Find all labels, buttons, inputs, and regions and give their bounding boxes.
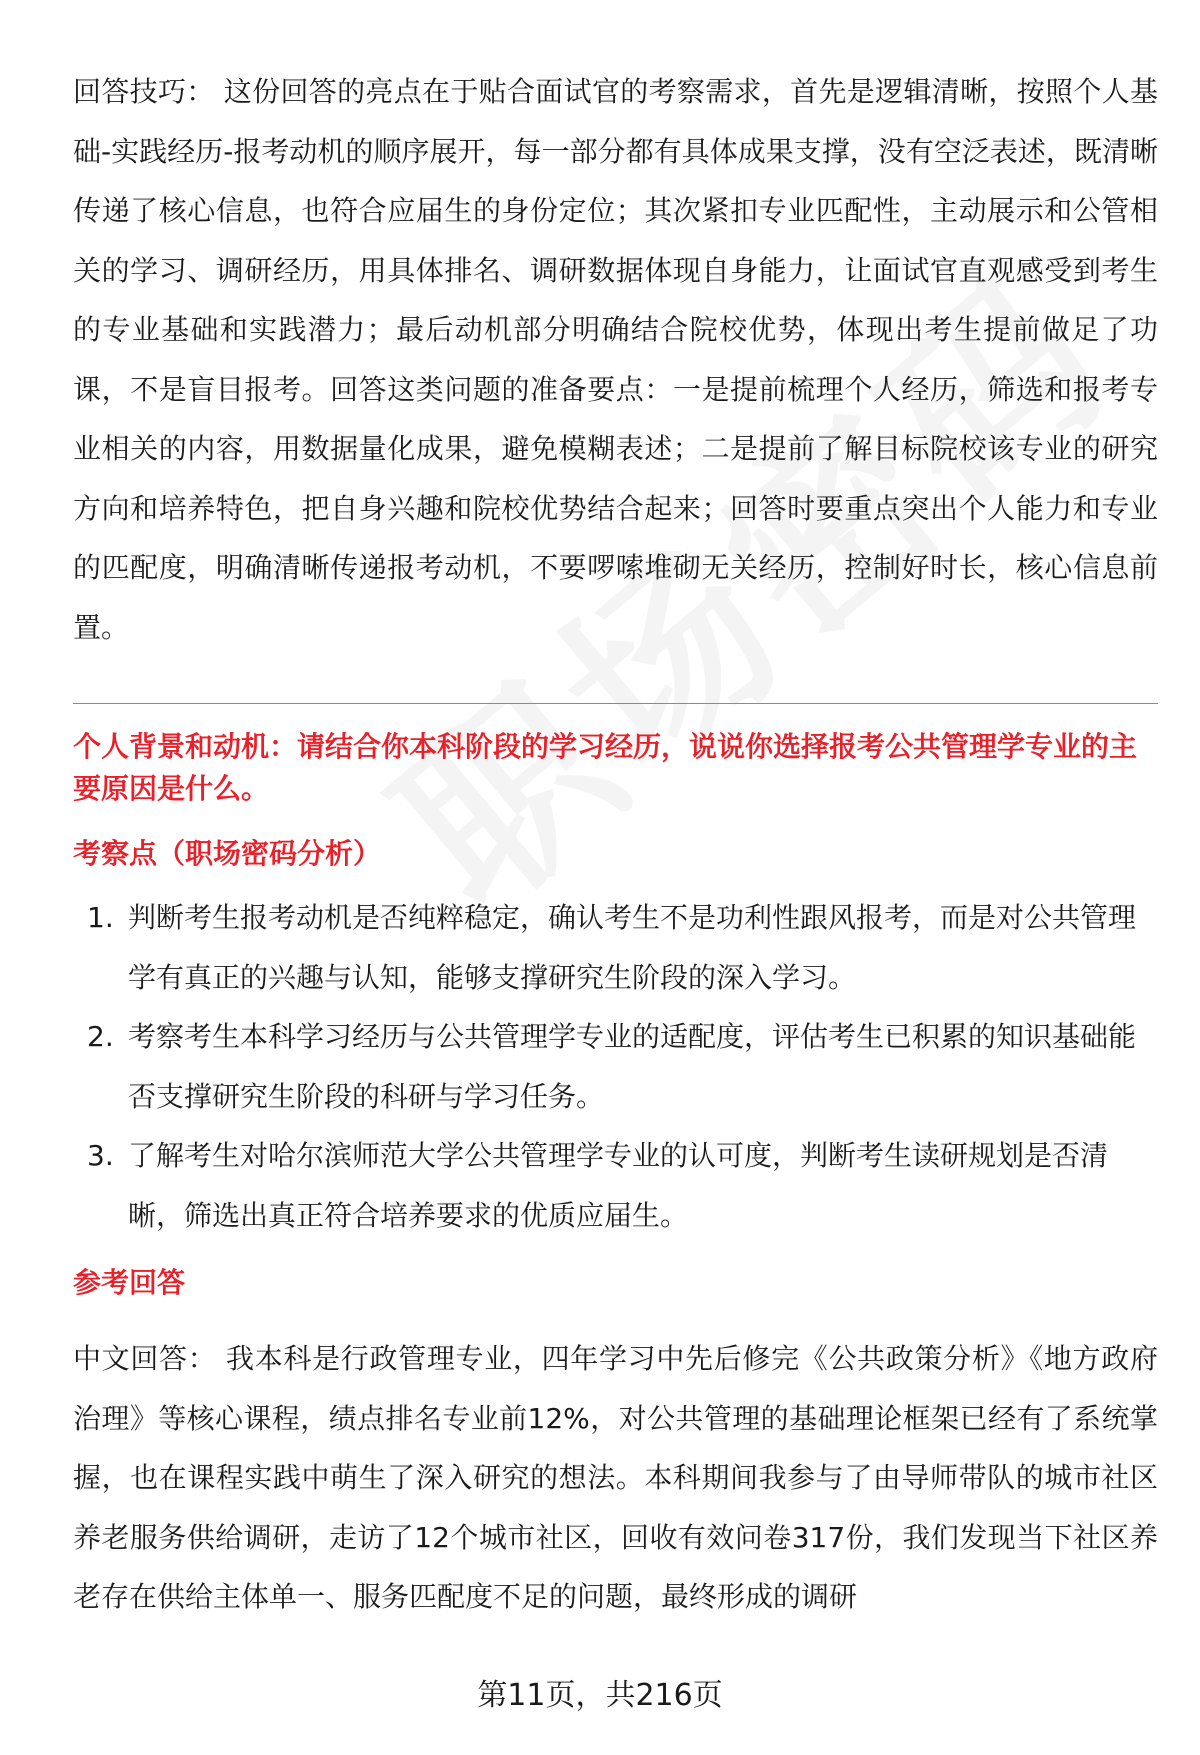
exam-point-number: 1. [87,901,114,934]
exam-point-number: 3. [87,1139,114,1172]
exam-points-list [73,888,1158,1245]
answer-tips-text: 这份回答的亮点在于贴合面试官的考察需求，首先是逻辑清晰，按照个人基础-实践经历-报考动机的顺序展开，每一部分都有具体成果支撑，没有空泛表述，既清晰传递了核心信息，也符合应届生的身份定位；其次紧扣专业匹配性，主动展示和公管相关的学习、调研经历，用具体排名、调研数据体现自身能力，让面试官直观感受到考生的专业基础和实践潜力；最后动机部分明确结合院校优势，体现出考生提前做足了功课，不是盲目报考。回答这类问题的准备要点：一是提前梳理个人经历，筛选和报考专业相关的内容，用数据量化成果，避免模糊表述；二是提前了解目标院校该专业的研究方向和培养特色，把自身兴趣和院校优势结合起来；回答时要重点突出个人能力和专业的匹配度，明确清晰传递报考动机，不要啰嗦堆砌无关经历，控制好时长，核心信息前置。 [73,75,1158,644]
exam-point-text: 判断考生报考动机是否纯粹稳定，确认考生不是功利性跟风报考，而是对公共管理学有真正的兴趣与认知，能够支撑研究生阶段的深入学习。 [128,901,1137,994]
exam-point-item [73,1126,1158,1245]
page-number-footer: 第11页，共216页 [477,1678,723,1713]
exam-point-text: 了解考生对哈尔滨师范大学公共管理学专业的认可度，判断考生读研规划是否清晰，筛选出真正符合培养要求的优质应届生。 [128,1139,1109,1232]
exam-point-number: 2. [87,1020,114,1053]
page-content [73,62,1158,1627]
interview-question: 个人背景和动机：请结合你本科阶段的学习经历，说说你选择报考公共管理学专业的主要原因是什么。 [73,730,1138,805]
exam-point-text: 考察考生本科学习经历与公共管理学专业的适配度，评估考生已积累的知识基础能否支撑研究生阶段的科研与学习任务。 [128,1020,1137,1113]
answer-tips-label: 回答技巧： [73,75,215,108]
reference-answer-heading: 参考回答 [73,1266,186,1299]
answer-tips-paragraph [73,62,1158,657]
exam-point-item [73,1007,1158,1126]
reference-answer-text: 我本科是行政管理专业，四年学习中先后修完《公共政策分析》《地方政府治理》等核心课程，绩点排名专业前12%，对公共管理的基础理论框架已经有了系统掌握，也在课程实践中萌生了深入研究的想法。本科期间我参与了由导师带队的城市社区养老服务供给调研，走访了12个城市社区，回收有效问卷317份，我们发现当下社区养老存在供给主体单一、服务匹配度不足的问题，最终形成的调研 [73,1342,1158,1613]
reference-answer-paragraph [73,1329,1158,1627]
section-divider [73,703,1158,704]
reference-answer-label: 中文回答： [73,1342,217,1375]
exam-points-heading: 考察点（职场密码分析） [73,837,382,870]
exam-point-item [73,888,1158,1007]
